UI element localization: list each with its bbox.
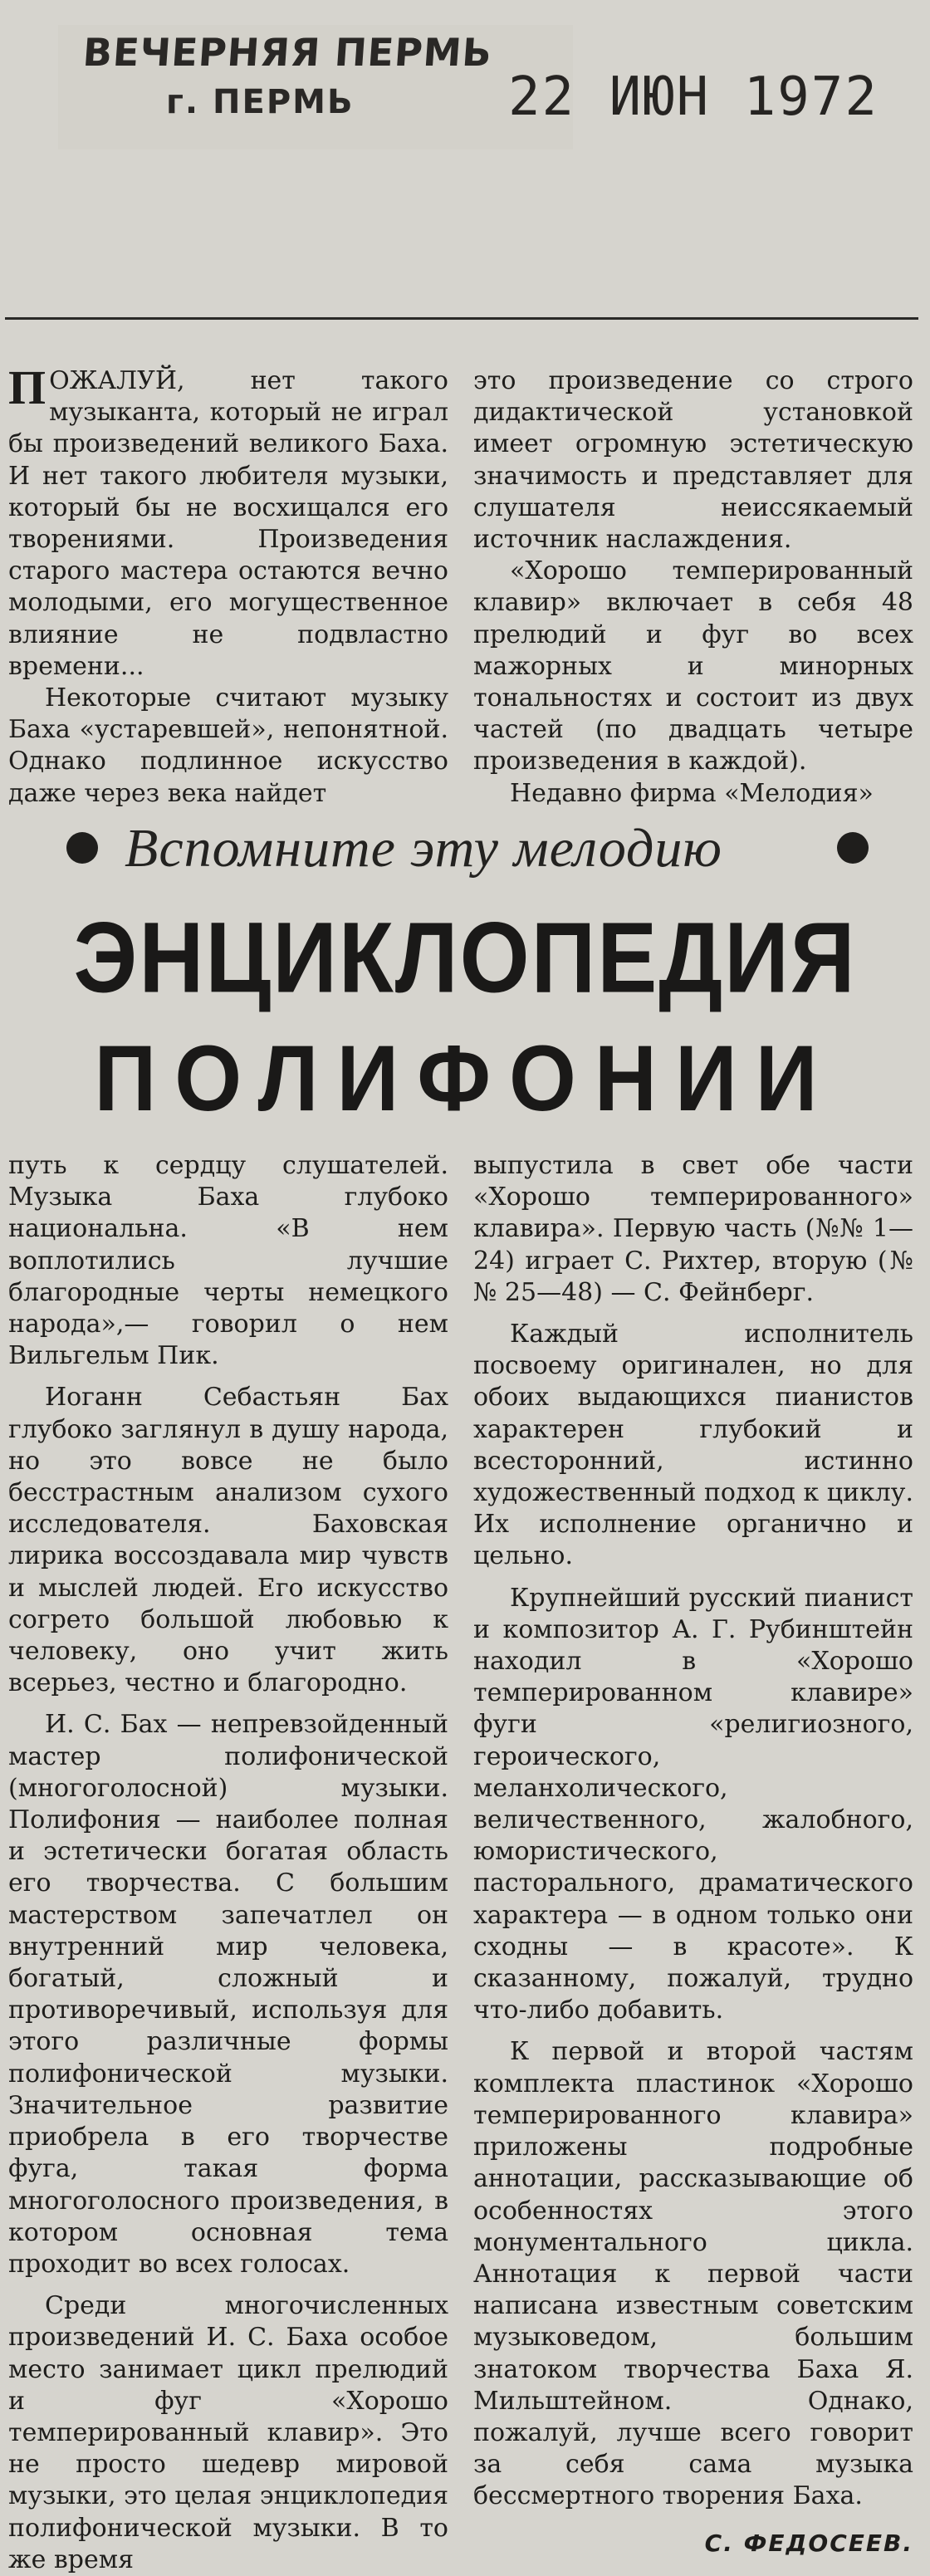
drop-cap: П [8,360,46,414]
newspaper-name: ВЕЧЕРНЯЯ ПЕРМЬ [81,30,494,75]
intro-paragraph: Некоторые считают музыку Баха «устаревшей», непонятной. Однако подлинное искусство даже через века найдет [8,683,448,808]
body-column-left [8,1150,448,2574]
rubric-row [50,814,880,880]
headline-line-1: ЭНЦИКЛОПЕДИЯ [73,900,857,1014]
rubric-title: Вспомните эту мелодию [125,818,722,879]
body-paragraph: Крупнейший русский пианист и композитор А. Г. Рубинштейн находил в «Хорошо темперированном клавире» фуги «религиозного, героического, меланхолического, величественного, жалобного, юмористического, пасторального, драматического характера — в одном только они сходны — в красоте». К сказанному, пожалуй, трудно что-либо добавить. [473,1583,913,2025]
intro-column-right [473,365,913,810]
body-paragraph: Каждый исполнитель посвоему оригинален, но для обоих выдающихся пианистов характерен глубокий и всесторонний, истинно художественный подход к циклу. Их исполнение органично и цельно. [473,1320,913,1571]
body-paragraph: И. С. Бах — непревзойденный мастер полифонической (многоголосной) музыки. Полифония — наиболее полная и эстетически богатая область его творчества. С большим мастерством запечатлел он внутренний мир человека, богатый, сложный и противоречивый, используя для этого различные формы полифонической музыки. Значительное развитие приобрела в его творчестве фуга, такая форма многоголосного произведения, в котором основная тема проходит во всех голосах. [8,1710,448,2279]
top-rule [5,317,918,320]
headline-line-2: ПОЛИФОНИИ [94,1026,836,1131]
body-paragraph: выпустила в свет обе части «Хорошо темперированного» клавира». Первую часть (№№ 1—24) играет С. Рихтер, вторую (№№ 25—48) — С. Фейнберг. [473,1151,913,1307]
intro-paragraph: «Хорошо темперированный клавир» включает в себя 48 прелюдий и фуг во всех мажорных и минорных тональностях и состоит из двух частей (по двадцать четыре произведения в каждой). [473,556,913,776]
body-paragraph: путь к сердцу слушателей. Музыка Баха глубоко национальна. «В нем воплотились лучшие благородные черты немецкого народа»,— говорил о нем Вильгельм Пик. [8,1151,448,1371]
intro-paragraph: Недавно фирма «Мелодия» [510,778,874,808]
intro-paragraph: это произведение со строго дидактической установкой имеет огромную эстетическую значимость и представляет для слушателя неиссякаемый источник наслаждения. [473,366,913,555]
body-column-right [473,1150,913,2557]
intro-column-left [8,360,448,810]
body-paragraph: Иоганн Себастьян Бах глубоко заглянул в душу народа, но это вовсе не было бесстрастным анализом сухого исследователя. Баховская лирика воссоздавала мир чувств и мыслей людей. Его искусство согрето большой любовью к человеку, оно учит жить всерьез, честно и благородно. [8,1383,448,1698]
library-stamp [0,0,930,307]
body-paragraph: К первой и второй частям комплекта пластинок «Хорошо темперированного клавира» приложены подробные аннотации, рассказывающие об особенностях этого монументального цикла. Аннотация к первой части написана известным советским музыковедом, большим знатоком творчества Баха Я. Мильштейном. Однако, пожалуй, лучше всего говорит за себя сама музыка бессмертного творения Баха. [473,2037,913,2511]
publication-date: 22 ИЮН 1972 [508,66,879,128]
bullet-dot-icon [837,832,869,864]
bullet-dot-icon [66,832,98,864]
body-paragraph: Среди многочисленных произведений И. С. Баха особое место занимает цикл прелюдий и фуг «Хорошо темперированный клавир». Это не просто шедевр мировой музыки, это целая энциклопедия полифонической музыки. В то же время [8,2291,448,2574]
intro-paragraph: ОЖАЛУЙ, нет такого музыканта, который не играл бы произведений великого Баха. И нет такого любителя музыки, который бы не восхищался его творениями. Произведения старого мастера остаются вечно молодыми, его могущественное влияние не подвластно времени... [8,366,448,681]
author-signature: С. ФЕДОСЕЕВ. [704,2529,913,2557]
newspaper-city: г. ПЕРМЬ [166,83,355,121]
